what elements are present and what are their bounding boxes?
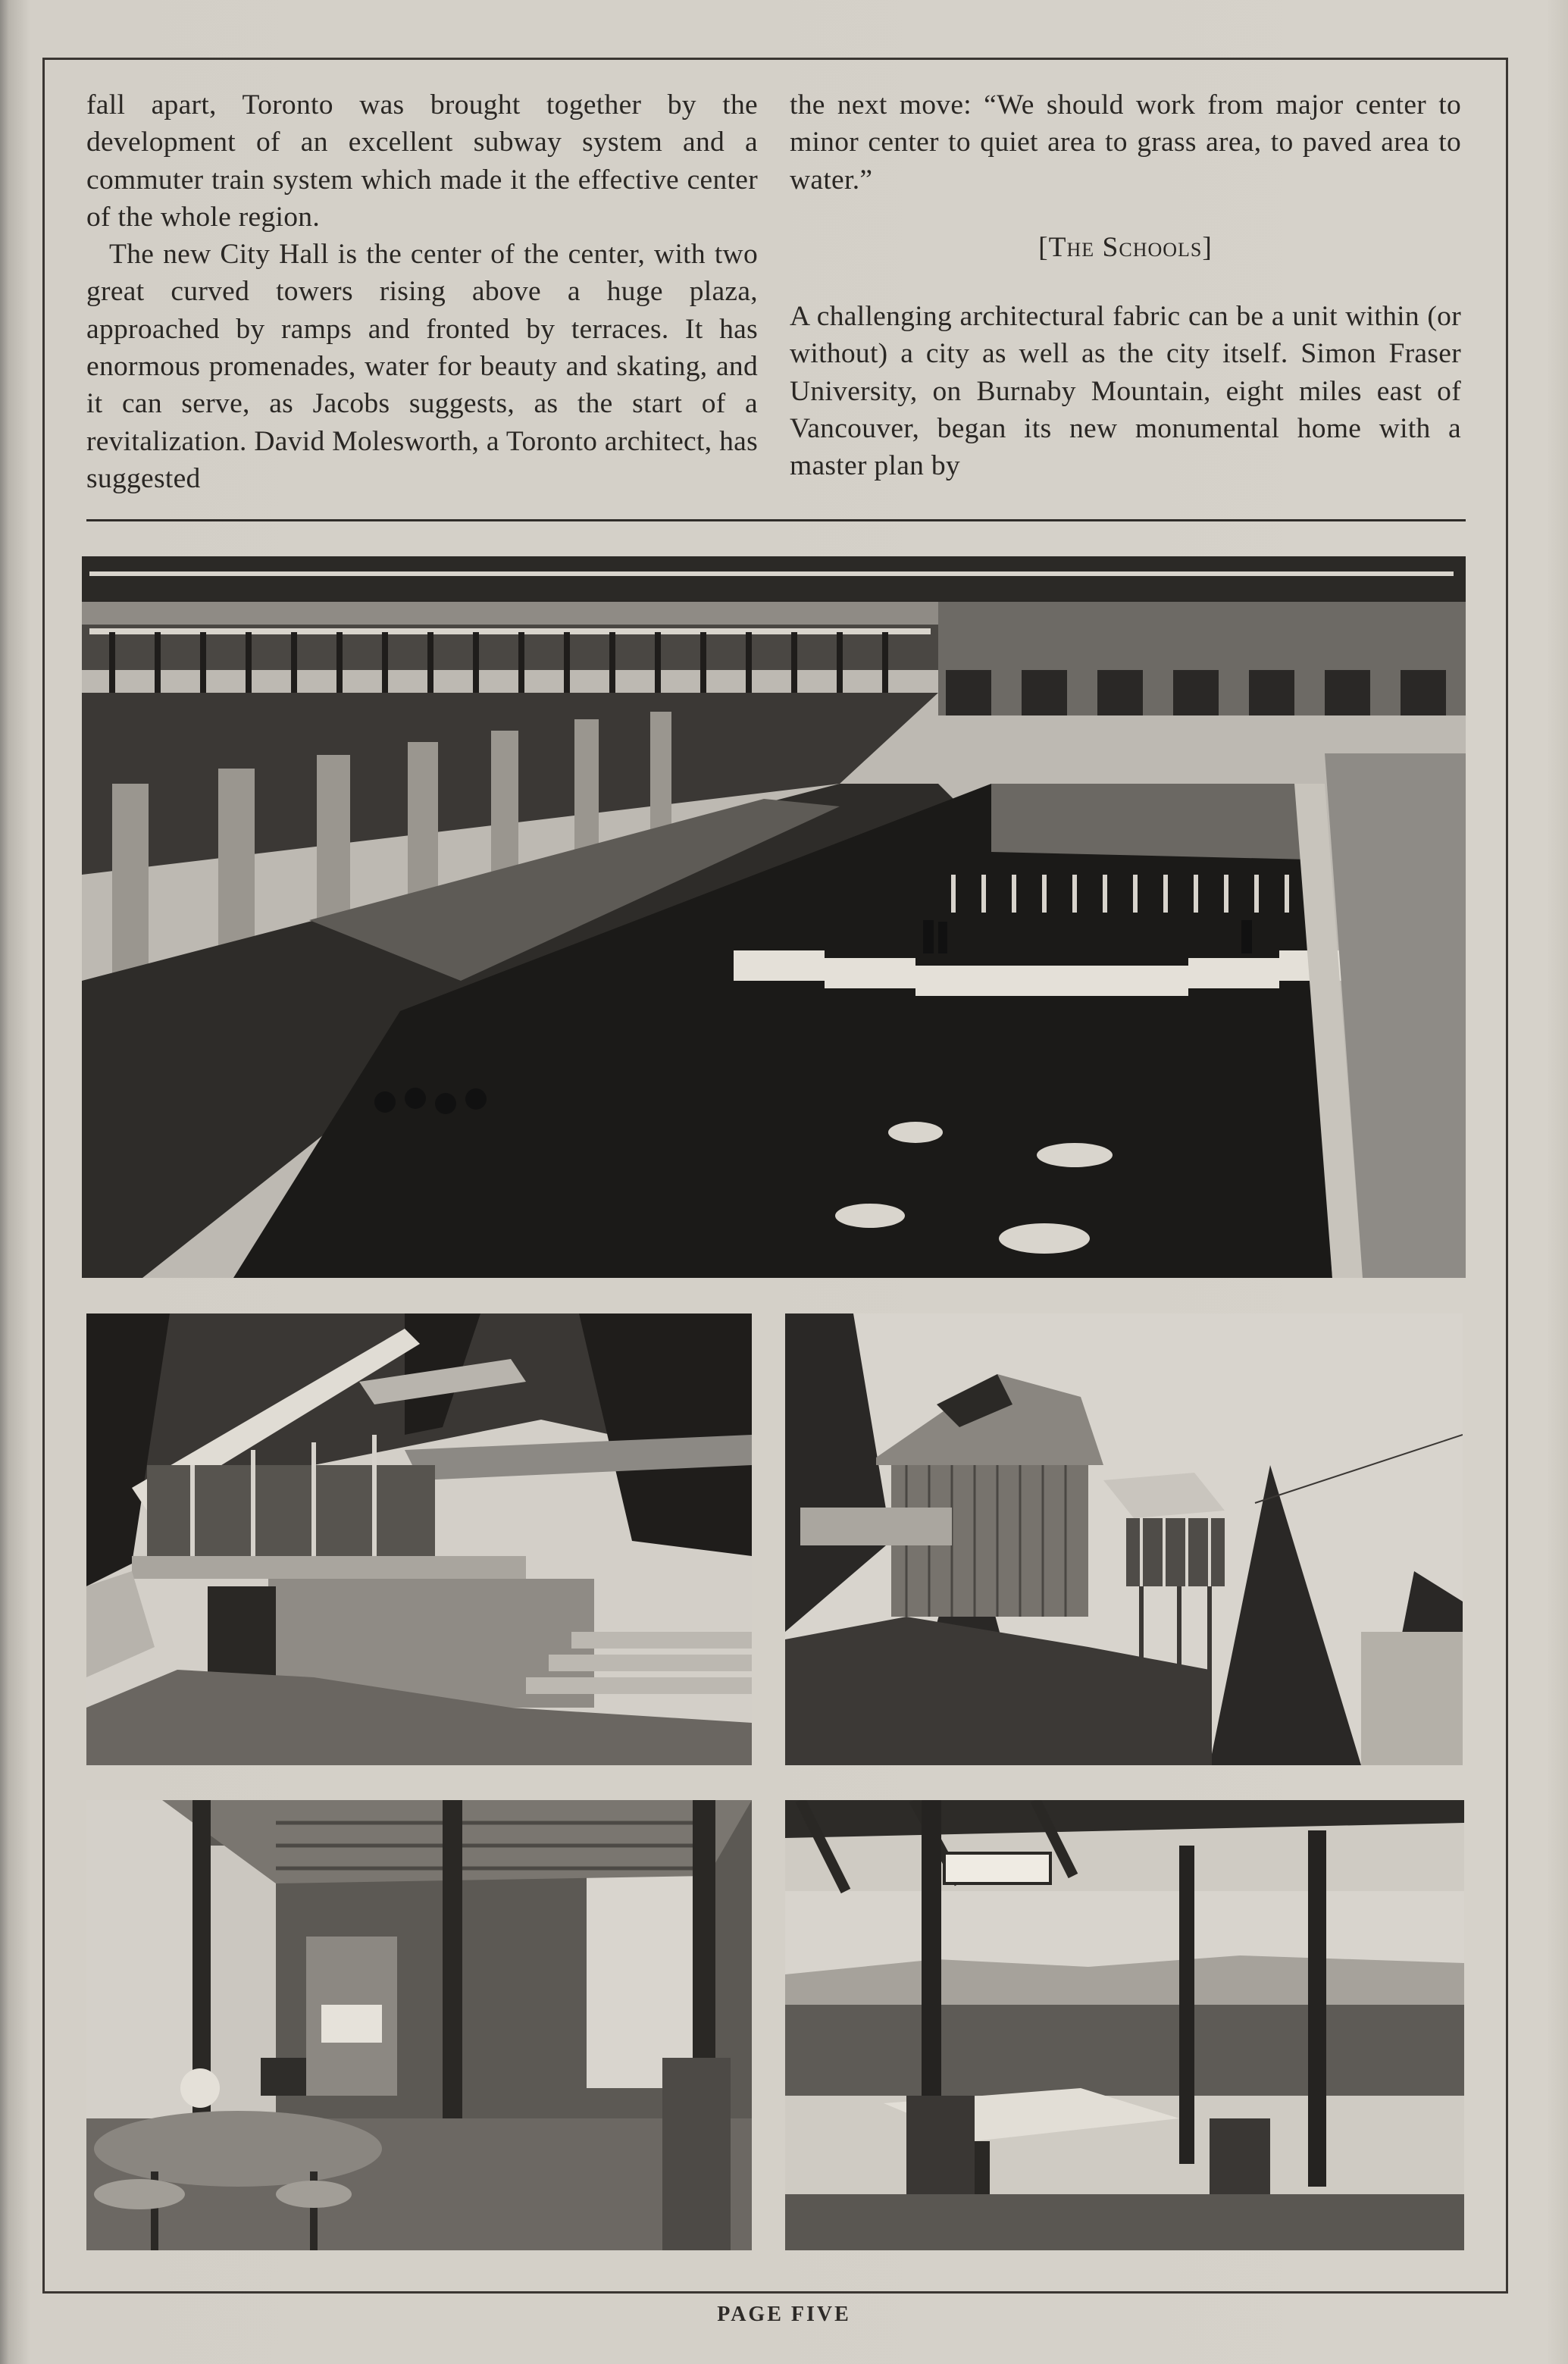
left-paragraph-1: fall apart, Toronto was brought together by the development of an excellent subway system and a commuter train system which made it the effective center of the whole region. bbox=[86, 89, 758, 233]
dining-room-interior-photo bbox=[785, 1800, 1464, 2250]
right-paragraph-2: A challenging architectural fabric can be a unit within (or without) a city as well as the city itself. Simon Fraser University, on Burnaby Mountain, eight miles east of Vancouver, began its new monumental home with a master plan by bbox=[790, 301, 1461, 482]
left-paragraph-2: The new City Hall is the center of the center, with two great curved towers rising above a huge plaza, approached by ramps and fronted by terraces. It has enormous promenades, water for beauty and skating, and it can serve, as Jacobs suggests, as the start of a revitalization. David Molesworth, a Toronto architect, has suggested bbox=[86, 239, 758, 494]
university-courtyard-photo bbox=[82, 556, 1466, 1278]
horizontal-divider bbox=[86, 519, 1466, 521]
page-number-footer: PAGE FIVE bbox=[717, 2303, 851, 2326]
cedar-house-photo bbox=[785, 1314, 1463, 1765]
right-paragraph-1: the next move: “We should work from major center to minor center to quiet area to grass area, to paved area to water.” bbox=[790, 89, 1461, 196]
section-heading: [The Schools] bbox=[1038, 231, 1213, 263]
modern-house-photo bbox=[86, 1314, 752, 1765]
right-text-column bbox=[790, 86, 1461, 485]
left-text-column bbox=[86, 86, 758, 497]
living-room-interior-photo bbox=[86, 1800, 752, 2250]
